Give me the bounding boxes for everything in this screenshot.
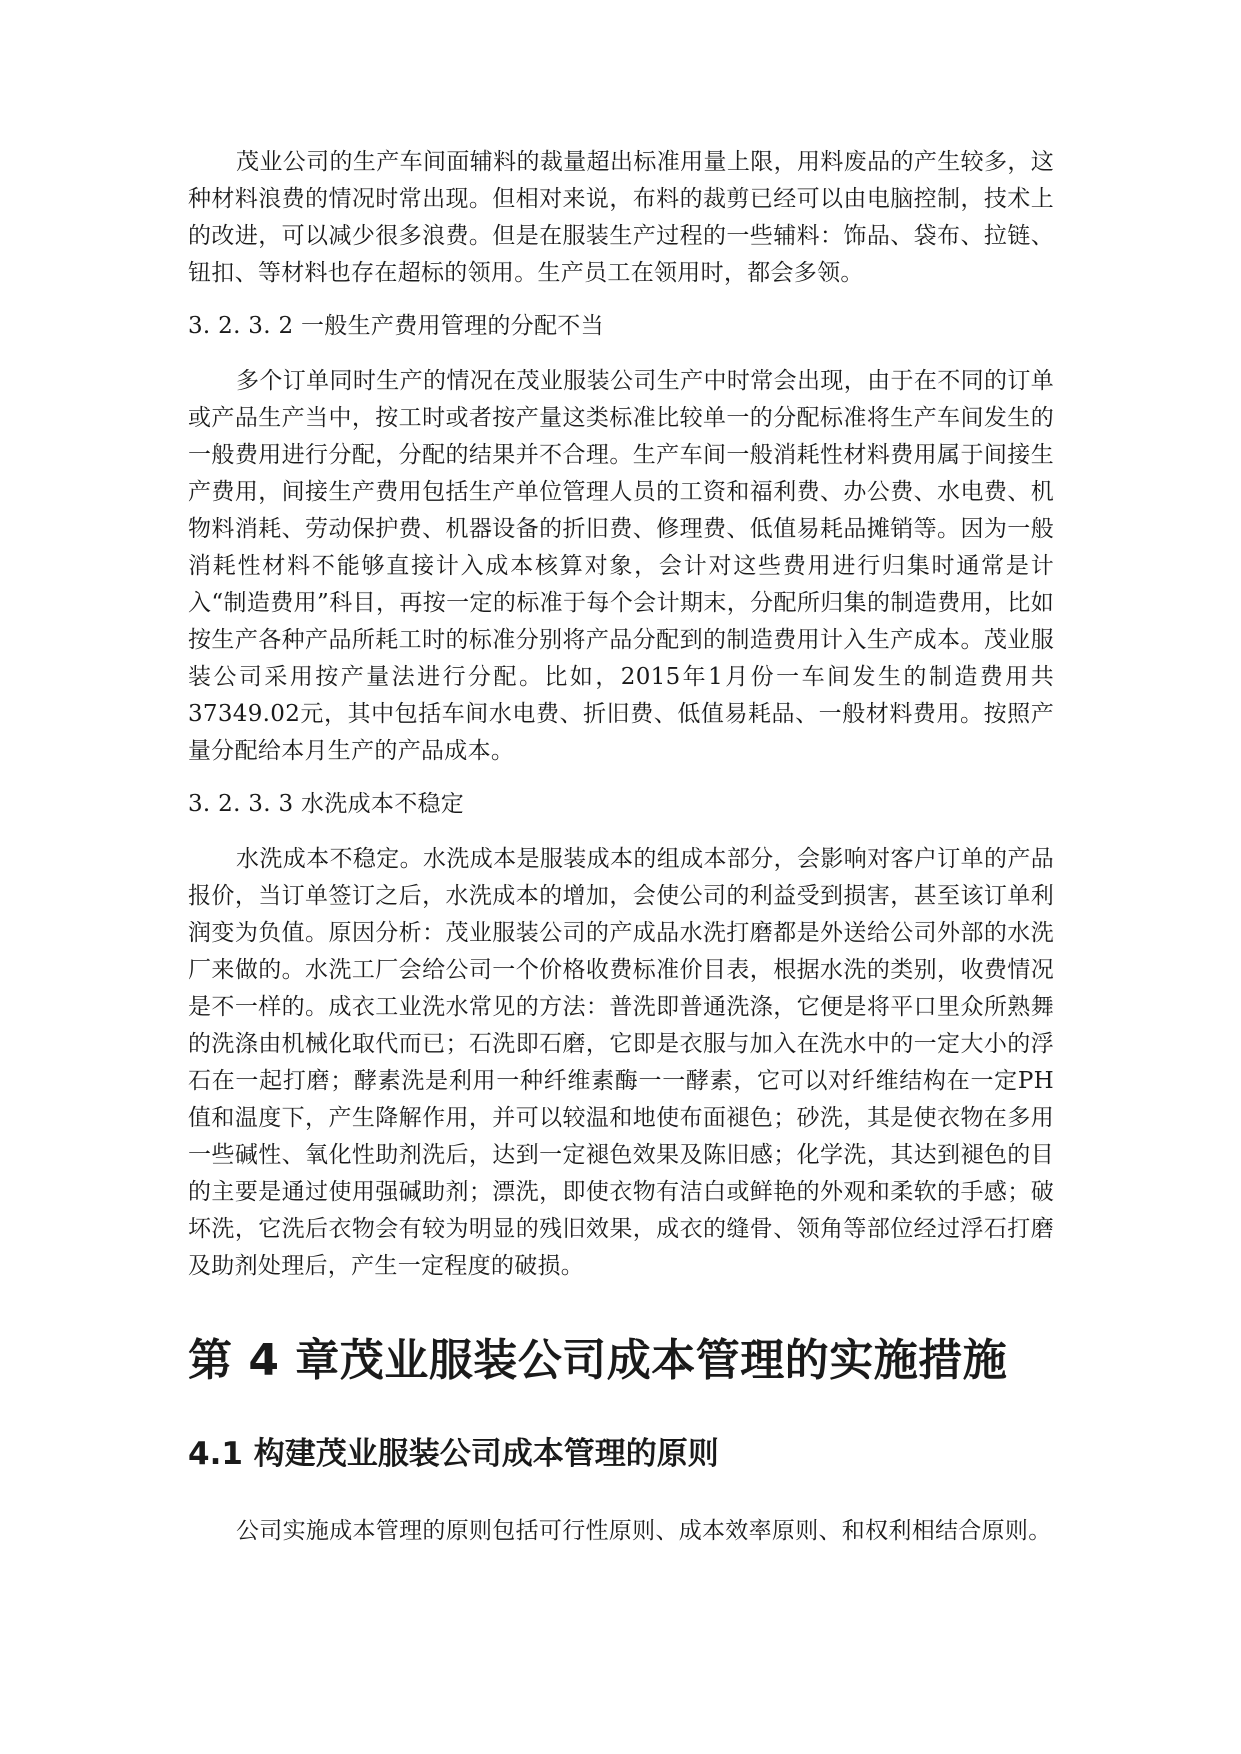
- spacer: [188, 1285, 1054, 1333]
- document-body: [188, 144, 1054, 1550]
- subheading-3-2-3-2: 3. 2. 3. 2 一般生产费用管理的分配不当: [188, 313, 604, 339]
- spacer: [188, 1475, 1054, 1513]
- paragraph-material-waste: 茂业公司的生产车间面辅料的裁量超出标准用量上限，用料废品的产生较多，这种材料浪费的情况时常出现。但相对来说，布料的裁剪已经可以由电脑控制，技术上的改进，可以减少很多浪费。但是在服装生产过程的一些辅料：饰品、袋布、拉链、钮扣、等材料也存在超标的领用。生产员工在领用时，都会多领。: [188, 149, 1054, 286]
- subheading-3-2-3-3: 3. 2. 3. 3 水洗成本不稳定: [188, 791, 465, 817]
- chapter-title: 第 4 章茂业服装公司成本管理的实施措施: [188, 1335, 1008, 1386]
- paragraph-washing-cost: 水洗成本不稳定。水洗成本是服装成本的组成本部分，会影响对客户订单的产品报价，当订单签订之后，水洗成本的增加，会使公司的利益受到损害，甚至该订单利润变为负值。原因分析：茂业服装公司的产成品水洗打磨都是外送给公司外部的水洗厂来做的。水洗工厂会给公司一个价格收费标准价目表，根据水洗的类别，收费情况是不一样的。成衣工业洗水常见的方法：普洗即普通洗涤，它便是将平口里众所熟舞的洗涤由机械化取代而已；石洗即石磨，它即是衣服与加入在洗水中的一定大小的浮石在一起打磨；酵素洗是利用一种纤维素酶一一酵素，它可以对纤维结构在一定PH值和温度下，产生降解作用，并可以较温和地使布面褪色；砂洗，其是使衣物在多用一些碱性、氧化性助剂洗后，达到一定褪色效果及陈旧感；化学洗，其达到褪色的目的主要是通过使用强碱助剂；漂洗，即使衣物有洁白或鲜艳的外观和柔软的手感；破坏洗，它洗后衣物会有较为明显的残旧效果，成衣的缝骨、领角等部位经过浮石打磨及助剂处理后，产生一定程度的破损。: [188, 846, 1054, 1279]
- spacer: [188, 292, 1054, 308]
- section-title: 4.1 构建茂业服装公司成本管理的原则: [188, 1436, 719, 1472]
- spacer: [188, 345, 1054, 363]
- paragraph-overhead-allocation: 多个订单同时生产的情况在茂业服装公司生产中时常会出现，由于在不同的订单或产品生产当中，按工时或者按产量这类标准比较单一的分配标准将生产车间发生的一般费用进行分配，分配的结果并不合理。生产车间一般消耗性材料费用属于间接生产费用，间接生产费用包括生产单位管理人员的工资和福利费、办公费、水电费、机物料消耗、劳动保护费、机器设备的折旧费、修理费、低值易耗品摊销等。因为一般消耗性材料不能够直接计入成本核算对象，会计对这些费用进行归集时通常是计入“制造费用”科目，再按一定的标准于每个会计期末，分配所归集的制造费用，比如按生产各种产品所耗工时的标准分别将产品分配到的制造费用计入生产成本。茂业服装公司采用按产量法进行分配。比如，2015年1月份一车间发生的制造费用共37349.02元，其中包括车间水电费、折旧费、低值易耗品、一般材料费用。按照产量分配给本月生产的产品成本。: [188, 368, 1054, 764]
- spacer: [188, 1389, 1054, 1433]
- spacer: [188, 770, 1054, 786]
- paragraph-principles: 公司实施成本管理的原则包括可行性原则、成本效率原则、和权利相结合原则。: [236, 1518, 1052, 1544]
- spacer: [188, 823, 1054, 841]
